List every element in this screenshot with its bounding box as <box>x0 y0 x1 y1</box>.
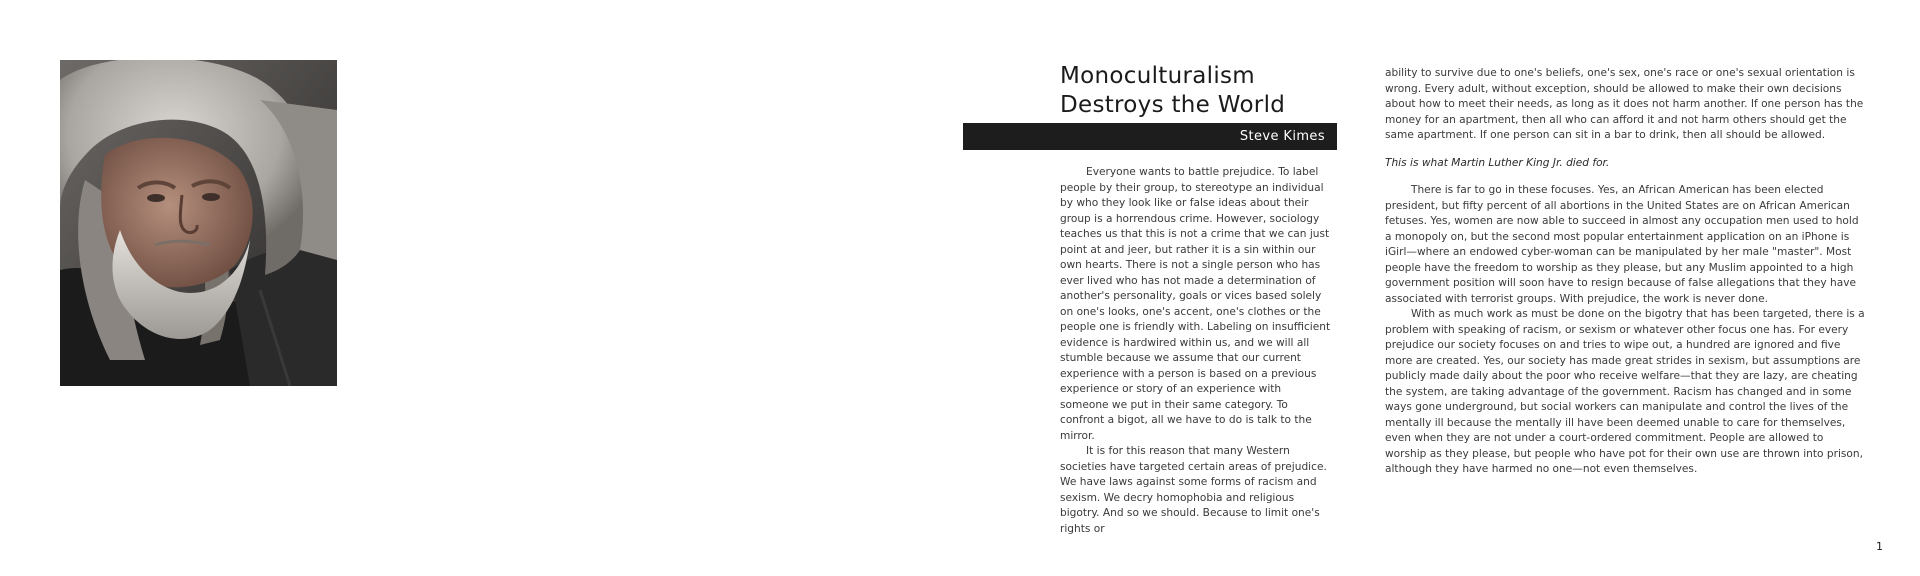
title-line-1: Monoculturalism <box>1060 63 1255 89</box>
portrait-photo <box>60 60 337 386</box>
byline-bar <box>963 123 1337 150</box>
pull-quote: This is what Martin Luther King Jr. died for. <box>1385 156 1610 169</box>
body-column-2 <box>1385 66 1865 478</box>
article-title <box>1060 62 1360 120</box>
page-number: 1 <box>1876 540 1883 553</box>
title-line-2: Destroys the World <box>1060 92 1286 118</box>
paragraph: Everyone wants to battle prejudice. To label people by their group, to stereotype an individual by who they look like or false ideas about their group is a horrendous crime. However, sociology teaches us that this is not a crime that we can just point at and jeer, but rather it is a sin within our own hearts. There is not a single person who has ever lived who has not made a determination of another's personality, goals or vices based solely on one's looks, one's accent, one's clothes or the people one is friendly with. Labeling on insufficient evidence is hardwired within us, and we will all stumble because we assume that our current experience with a person is based on a previous experience or story of an experience with someone we put in their same category. To confront a bigot, all we have to do is talk to the mirror. <box>1060 166 1331 442</box>
paragraph: There is far to go in these focuses. Yes, an African American has been elected president, but fifty percent of all abortions in the United States are on African American fetuses. Yes, women are now able to succeed in almost any occupation men used to hold a monopoly on, but the second most popular entertainment application on an iPhone is iGirl—where an endowed cyber-woman can be manipulated by her male "master". Most people have the freedom to worship as they please, but any Muslim appointed to a high government position will soon have to resign because of false allegations that they have associated with terrorist groups. With prejudice, the work is never done. <box>1385 184 1859 305</box>
paragraph: With as much work as must be done on the bigotry that has been targeted, there is a problem with speaking of racism, or sexism or whatever other focus one has. For every prejudice our society focuses on and tries to wipe out, a hundred are ignored and five more are created. Yes, our society has made great strides in sexism, but assumptions are publicly made daily about the poor who receive welfare—that they are lazy, are cheating the system, are taking advantage of the government. Racism has changed and in some ways gone underground, but social workers can manipulate and control the lives of the mentally ill because the mentally ill have been deemed unable to care for themselves, even when they are not under a court-ordered commitment. People are allowed to worship as they please, but people who have pot for their own use are thrown into prison, although they have harmed no one—not even themselves. <box>1385 308 1865 475</box>
body-column-1 <box>1060 165 1333 537</box>
author-name: Steve Kimes <box>1239 129 1325 144</box>
paragraph: It is for this reason that many Western societies have targeted certain areas of prejudice. We have laws against some forms of racism and sexism. We decry homophobia and religious bigotry. And so we should. Because to limit one's rights or <box>1060 445 1327 535</box>
portrait-illustration <box>60 60 337 386</box>
paragraph: ability to survive due to one's beliefs, one's sex, one's race or one's sexual orientation is wrong. Every adult, without exception, should be allowed to make their own decisions about how to meet their needs, as long as it does not harm another. If one person has the money for an apartment, then all who can afford it and not harm others should get the same apartment. If one person can sit in a bar to drink, then all should be allowed. <box>1385 67 1864 141</box>
